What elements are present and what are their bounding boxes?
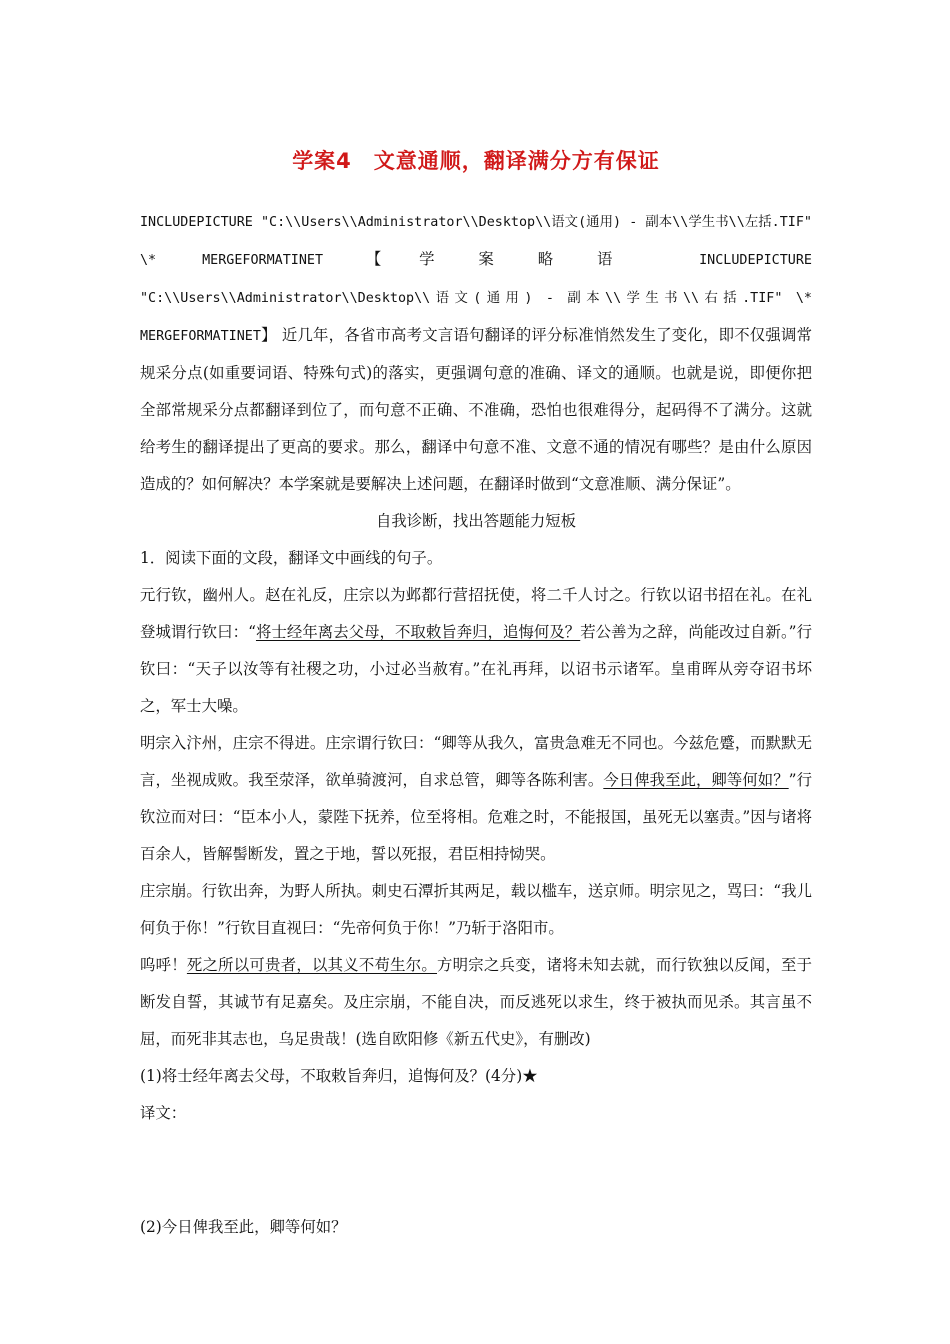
bracket-open: 【 (365, 250, 420, 268)
intro-paragraph (140, 203, 812, 503)
underlined-sentence-1: 将士经年离去父母，不取敕旨奔归，追悔何及？ (255, 623, 581, 641)
passage-paragraph-2 (140, 725, 812, 873)
sub-question-1: (1)将士经年离去父母，不取敕旨奔归，追悔何及？(4分)★ (140, 1067, 538, 1085)
passage-paragraph-3: 庄宗崩。行钦出奔，为野人所执。刺史石潭折其两足，载以槛车，送京师。明宗见之，骂曰：“我儿何负于你！”行钦目直视曰：“先帝何负于你！”乃斩于洛阳市。 (140, 882, 812, 937)
sub-question-2: (2)今日俾我至此，卿等何如？ (140, 1218, 347, 1236)
passage-text: 明宗入汴州，庄宗不得进。庄宗谓行钦曰：“卿等从我久，富贵急难无不同也。今兹危蹙，而默默无言，坐视成败。我至荥泽，欲单骑渡河，自求总管，卿等各陈利害。 (140, 734, 812, 789)
page-title: 学案4 文意通顺，翻译满分方有保证 (292, 149, 660, 173)
section-heading: 自我诊断，找出答题能力短板 (375, 512, 577, 530)
question-1: 1．阅读下面的文段，翻译文中画线的句子。 (140, 549, 443, 567)
passage-text: 方明宗之兵变，诸将未知去就，而行钦独以反闻，至于断发自誓，其诚节有足嘉矣。及庄宗崩，不能自决，而反逃死以求生，终于被执而见杀。其言虽不屈，而死非其志也，乌足贵哉！(选自欧阳修《新五代史》，有删改) (140, 956, 812, 1048)
passage-text: 元行钦，幽州人。赵在礼反，庄宗以为邺都行营招抚使，将二千人讨之。行钦以诏书招在礼。在礼登城谓行钦曰：“ (140, 586, 812, 641)
intro-text: 近几年，各省市高考文言语句翻译的评分标准悄然发生了变化，即不仅强调常规采分点(如重要词语、特殊句式)的落实，更强调句意的准确、译文的通顺。也就是说，即便你把全部常规采分点都翻译到位了，而句意不正确、不准确，恐怕也很难得分，起码得不了满分。这就给考生的翻译提出了更高的要求。那么，翻译中句意不准、文意不通的情况有哪些？是由什么原因造成的？如何解决？本学案就是要解决上述问题，在翻译时做到“文意准顺、满分保证”。 (140, 326, 812, 493)
translation-label: 译文： (140, 1104, 187, 1122)
field-code-right: INCLUDEPICTURE "C:\\Users\\Administrator\\Desktop\\语文(通用) - 副本\\学生书\\右括.TIF" \* MERGEFORMATINET (140, 253, 812, 344)
bracket-close: 】 (260, 326, 277, 344)
underlined-sentence-2: 今日俾我至此，卿等何如？ (603, 771, 789, 789)
intro-label: 学案略语 (419, 250, 657, 268)
passage-text: 若公善为之辞，尚能改过自新。”行钦曰：“天子以汝等有社稷之功，小过必当赦宥。”在礼再拜，以诏书示诸军。皇甫晖从旁夺诏书坏之，军士大噪。 (140, 623, 812, 715)
passage-text: ”行钦泣而对曰：“臣本小人，蒙陛下抚养，位至将相。危难之时，不能报国，虽死无以塞责。”因与诸将百余人，皆解髻断发，置之于地，誓以死报，君臣相持恸哭。 (140, 771, 812, 863)
passage-paragraph-4 (140, 947, 812, 1058)
document-body (140, 203, 812, 1246)
underlined-sentence-3: 死之所以可贵者，以其义不苟生尔。 (186, 956, 438, 974)
passage-paragraph-1 (140, 577, 812, 725)
passage-text: 呜呼！ (140, 956, 187, 974)
answer-space (140, 1132, 812, 1209)
field-code-left: INCLUDEPICTURE "C:\\Users\\Administrator\\Desktop\\语文(通用) - 副本\\学生书\\左括.TIF" \* MERGEFORMATINET (140, 215, 812, 268)
